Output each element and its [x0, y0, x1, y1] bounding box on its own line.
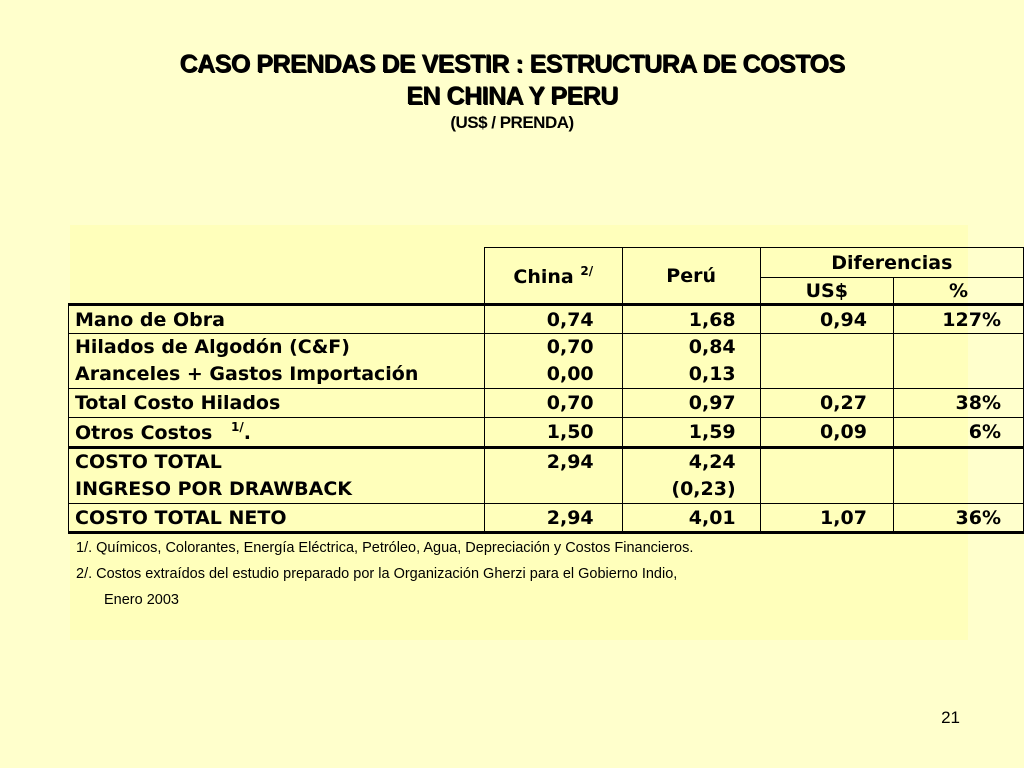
cell-diff-pct — [893, 334, 1023, 389]
header-diferencias: Diferencias — [760, 248, 1023, 278]
cell-peru: 0,97 — [622, 389, 760, 418]
cell-peru-group — [622, 448, 760, 504]
title-units: (US$ / PRENDA) — [450, 113, 574, 132]
table-row — [69, 504, 1024, 533]
label-suffix: . — [243, 422, 251, 444]
table-row — [69, 389, 1024, 418]
page-number: 21 — [941, 708, 960, 727]
cell-peru: 0,84 — [688, 336, 736, 358]
cell-china: 2,94 — [484, 504, 622, 533]
row-label: Otros Costos — [75, 422, 213, 444]
title-line-1: CASO PRENDAS DE VESTIR : ESTRUCTURA DE COSTOS — [179, 50, 845, 78]
cell-china-group — [484, 448, 622, 504]
header-china-note: 2/ — [580, 263, 594, 278]
cell-china: 0,74 — [484, 305, 622, 334]
header-china — [484, 248, 622, 305]
cell-diff-usd — [760, 334, 893, 389]
cell-china: 0,00 — [546, 363, 594, 385]
row-label: COSTO TOTAL NETO — [69, 504, 485, 533]
cell-diff-usd — [760, 448, 893, 504]
footnote-2: 2/. Costos extraídos del estudio preparado por la Organización Gherzi para el Gobierno Indio, — [76, 566, 678, 582]
row-label-group — [69, 448, 485, 504]
title-line-2: EN CHINA Y PERU — [406, 82, 618, 110]
table-row — [69, 448, 1024, 504]
row-label-group — [69, 334, 485, 389]
header-usd: US$ — [760, 278, 893, 305]
cell-china: 0,70 — [546, 336, 594, 358]
cell-diff-usd: 1,07 — [760, 504, 893, 533]
row-label: Aranceles + Gastos Importación — [75, 363, 419, 385]
cell-peru: 1,59 — [622, 418, 760, 448]
footnote-2-continuation: Enero 2003 — [104, 592, 179, 608]
footnote-ref: 1/ — [230, 420, 244, 434]
table-row — [69, 334, 1024, 389]
cell-china: 1,50 — [484, 418, 622, 448]
cell-china-group — [484, 334, 622, 389]
header-china-label: China — [513, 265, 574, 288]
footnotes — [76, 535, 693, 613]
cell-china — [491, 476, 594, 503]
cell-diff-usd: 0,09 — [760, 418, 893, 448]
cell-diff-pct: 38% — [893, 389, 1023, 418]
table-row — [69, 305, 1024, 334]
cell-peru-group — [622, 334, 760, 389]
row-label: COSTO TOTAL — [75, 451, 222, 473]
cell-diff-pct: 127% — [893, 305, 1023, 334]
cost-table — [68, 247, 1024, 534]
cell-china: 0,70 — [484, 389, 622, 418]
row-label-otros — [69, 418, 485, 448]
cell-peru: 1,68 — [622, 305, 760, 334]
slide-title — [0, 48, 1024, 134]
cell-peru: 4,24 — [688, 451, 736, 473]
cell-peru: (0,23) — [671, 478, 736, 500]
table-row — [69, 418, 1024, 448]
cell-diff-pct: 6% — [893, 418, 1023, 448]
row-label: Mano de Obra — [69, 305, 485, 334]
cell-peru: 4,01 — [622, 504, 760, 533]
cell-diff-pct — [893, 448, 1023, 504]
row-label: Total Costo Hilados — [69, 389, 485, 418]
cell-diff-usd: 0,94 — [760, 305, 893, 334]
cell-diff-pct: 36% — [893, 504, 1023, 533]
header-peru: Perú — [622, 248, 760, 305]
row-label: INGRESO POR DRAWBACK — [75, 478, 353, 500]
empty-header-cell — [69, 248, 485, 305]
cell-china: 2,94 — [546, 451, 594, 473]
cell-peru: 0,13 — [688, 363, 736, 385]
row-label: Hilados de Algodón (C&F) — [75, 336, 350, 358]
footnote-1: 1/. Químicos, Colorantes, Energía Eléctrica, Petróleo, Agua, Depreciación y Costos Financieros. — [76, 540, 694, 556]
header-pct: % — [893, 278, 1023, 305]
cell-diff-usd: 0,27 — [760, 389, 893, 418]
